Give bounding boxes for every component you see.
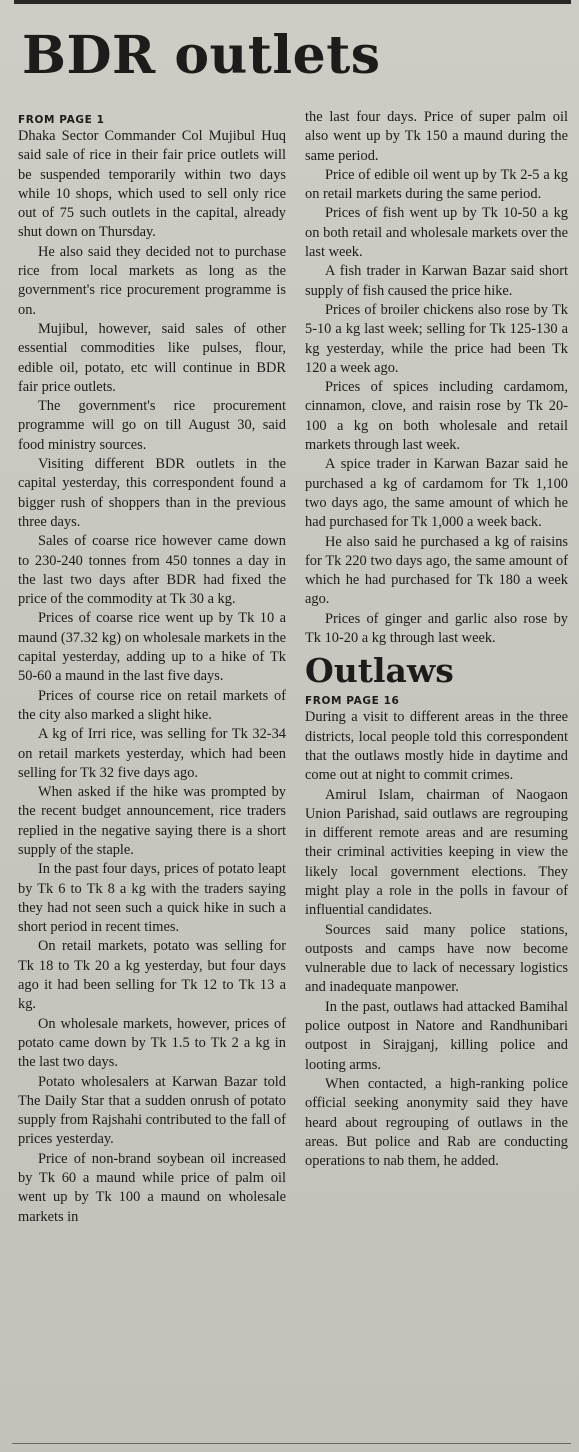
bdr-paragraph: Prices of broiler chickens also rose by Tk 5-10 a kg last week; selling for Tk 125-130 a kg yesterday, while the price had been Tk 120 a week ago. (305, 301, 568, 376)
outlaws-paragraph: In the past, outlaws had attacked Bamihal police outpost in Natore and Randhunibari outpost in Sirajganj, killing police and looting arms. (305, 998, 568, 1073)
bdr-paragraph: Prices of fish went up by Tk 10-50 a kg on both retail and wholesale markets over the last week. (305, 205, 568, 261)
outlaws-paragraph: Sources said many police stations, outposts and camps have now become vulnerable due to lack of necessary logistics and inadequate manpower. (305, 921, 568, 996)
outlaws-jump-line: FROM PAGE 16 (305, 695, 400, 708)
bdr-paragraph: On wholesale markets, however, prices of potato came down by Tk 1.5 to Tk 2 a kg in the last two days. (18, 1015, 286, 1071)
bdr-paragraph: Mujibul, however, said sales of other essential commodities like pulses, flour, edible oil, potato, etc will continue in BDR fair price outlets. (18, 320, 286, 395)
outlaws-headline: Outlaws (305, 651, 454, 691)
right-column (305, 108, 568, 1171)
bdr-paragraph: In the past four days, prices of potato leapt by Tk 6 to Tk 8 a kg with the traders saying they had not seen such a quick hike in such a short period in recent times. (18, 861, 286, 936)
bdr-paragraph: He also said they decided not to purchase rice from local markets as long as the government's rice procurement programme is on. (18, 243, 286, 318)
bdr-paragraph: When asked if the hike was prompted by the recent budget announcement, rice traders replied in the negative saying there is a short supply of the staple. (18, 784, 286, 858)
bdr-paragraph: Prices of coarse rice went up by Tk 10 a maund (37.32 kg) on wholesale markets in the capital yesterday, adding up to a hike of Tk 50-60 a maund in the last five days. (18, 610, 286, 685)
top-rule (14, 0, 571, 4)
bdr-paragraph: the last four days. Price of super palm oil also went up by Tk 150 a maund during the same period. (305, 109, 568, 164)
bdr-paragraph: On retail markets, potato was selling for Tk 18 to Tk 20 a kg yesterday, but four days ago it had been selling for Tk 12 to Tk 13 a kg. (18, 938, 286, 1013)
bdr-paragraph: Prices of spices including cardamom, cinnamon, clove, and raisin rose by Tk 20-100 a kg on both wholesale and retail markets through last week. (305, 379, 568, 454)
bdr-paragraph: The government's rice procurement programme will go on till August 30, said food ministry sources. (18, 398, 286, 453)
outlaws-paragraph: When contacted, a high-ranking police official seeking anonymity said they have heard about regrouping of outlaws in the areas. But police and Rab are conducting operations to nab them, he added. (305, 1075, 568, 1170)
bdr-paragraph: Potato wholesalers at Karwan Bazar told The Daily Star that a sudden onrush of potato supply from Rajshahi contributed to the fall of prices yesterday. (18, 1073, 286, 1148)
bdr-paragraph: Prices of course rice on retail markets of the city also marked a slight hike. (18, 687, 286, 723)
bdr-paragraph: A fish trader in Karwan Bazar said short supply of fish caused the price hike. (305, 263, 568, 299)
bdr-paragraph: He also said he purchased a kg of raisins for Tk 220 two days ago, the same amount of which he had purchased for Tk 180 a week ago. (305, 533, 568, 608)
bottom-rule (12, 1443, 571, 1444)
bdr-paragraph: Price of non-brand soybean oil increased by Tk 60 a maund while price of palm oil went up by Tk 100 a maund on wholesale markets in (18, 1150, 286, 1225)
bdr-paragraph: Sales of coarse rice however came down to 230-240 tonnes from 450 tonnes a day in the last two days after BDR had fixed the price of the commodity at Tk 30 a kg. (18, 533, 286, 608)
bdr-left-column (18, 114, 286, 1227)
outlaws-paragraph: During a visit to different areas in the three districts, local people told this correspondent that the outlaws mostly hide in daytime and come out at night to commit crimes. (305, 709, 568, 784)
bdr-paragraph: Visiting different BDR outlets in the capital yesterday, this correspondent found a bigger rush of shoppers than in the previous three days. (18, 456, 286, 530)
bdr-paragraph: Price of edible oil went up by Tk 2-5 a kg on retail markets during the same period. (305, 166, 568, 203)
bdr-jump-line: FROM PAGE 1 (18, 114, 105, 126)
bdr-paragraph: Dhaka Sector Commander Col Mujibul Huq said sale of rice in their fair price outlets will be suspended temporarily within two days while 10 shops, which used to sell only rice out of 75 such outlets in the capital, already shut down on Thursday. (18, 128, 286, 241)
bdr-paragraph: A spice trader in Karwan Bazar said he purchased a kg of cardamom for Tk 1,100 two days ago, the same amount of which he had purchased for Tk 1,000 a week back. (305, 456, 568, 531)
bdr-outlets-headline: BDR outlets (22, 25, 381, 86)
bdr-paragraph: A kg of Irri rice, was selling for Tk 32-34 on retail markets yesterday, which had been selling for Tk 32 five days ago. (18, 726, 286, 781)
outlaws-paragraph: Amirul Islam, chairman of Naogaon Union Parishad, said outlaws are regrouping in different remote areas and are resuming their criminal activities keeping in view the likely local government elections. They might play a role in the polls in favour of influential candidates. (305, 786, 568, 919)
bdr-paragraph: Prices of ginger and garlic also rose by Tk 10-20 a kg through last week. (305, 610, 568, 647)
